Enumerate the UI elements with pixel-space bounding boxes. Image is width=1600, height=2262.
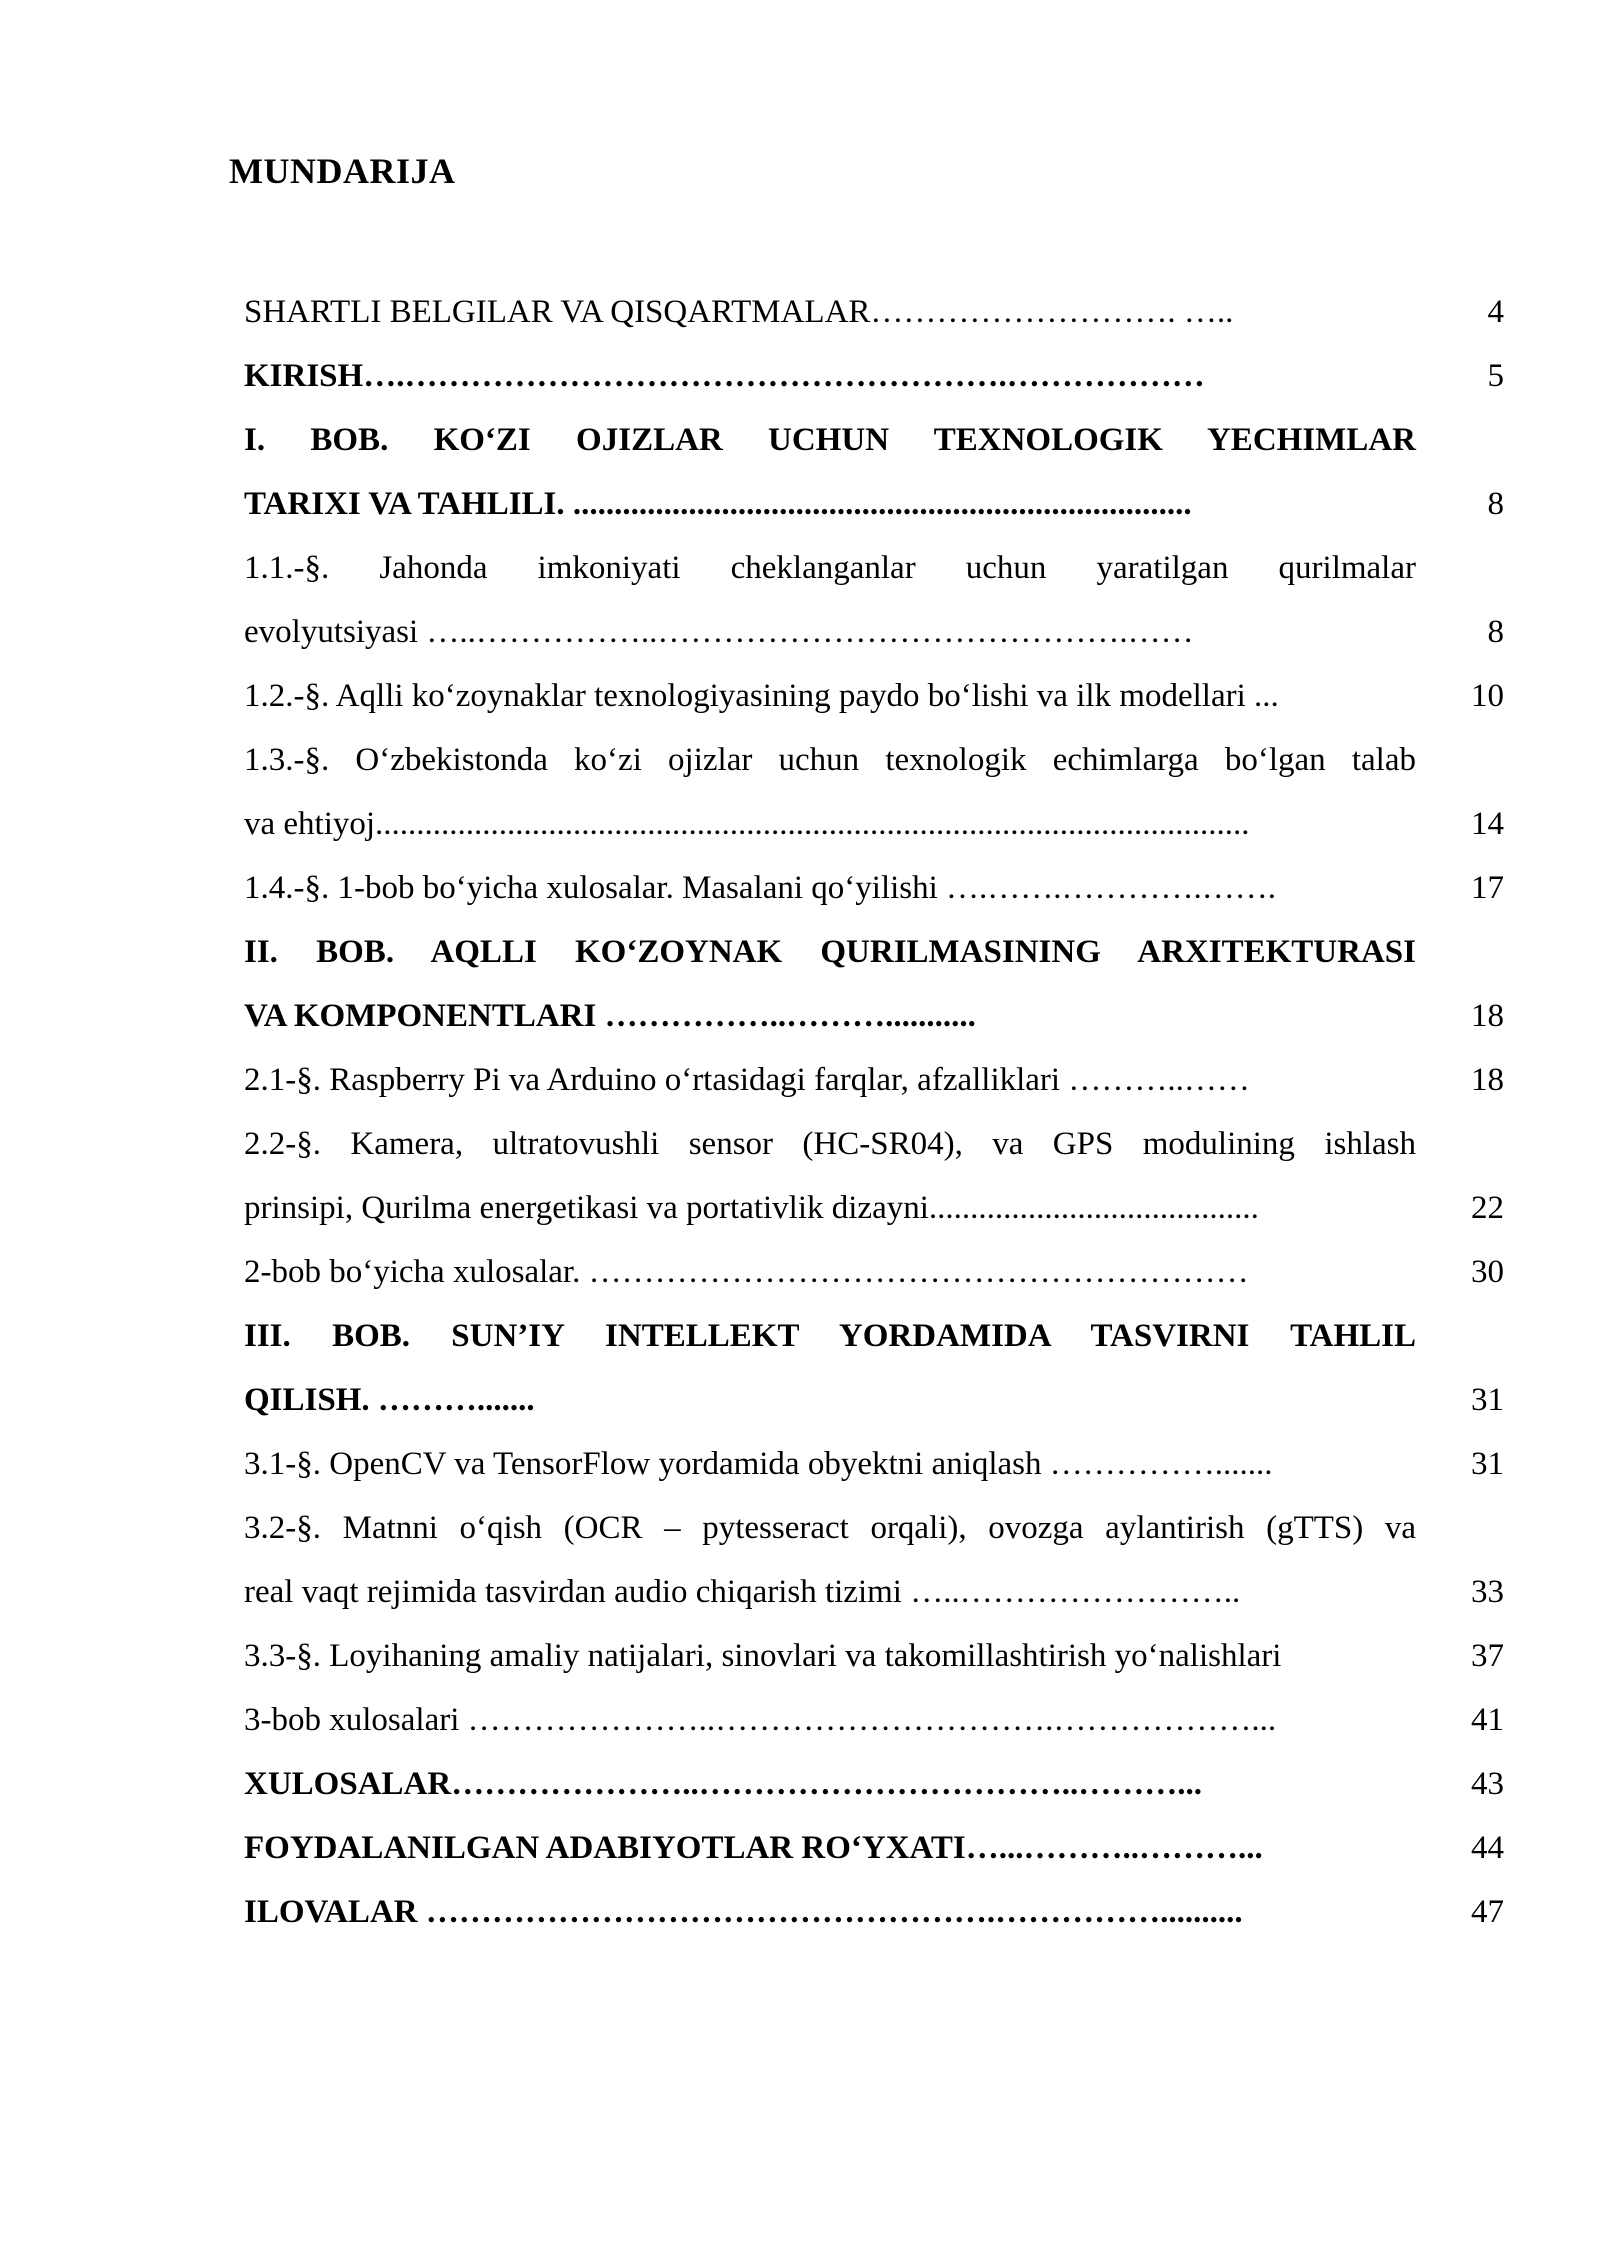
toc-page-number: 43 [1471,1766,1504,1802]
toc-entry-text: 2.2-§. Kamera, ultratovushli sensor (HC-SR04), va GPS modulining ishlash [244,1126,1416,1162]
toc-row [244,1304,1504,1368]
toc-row [244,1368,1504,1432]
toc-entry-text: 1.2.-§. Aqlli ko‘zoynaklar texnologiyasining paydo bo‘lishi va ilk modellari ... [244,678,1279,714]
toc-page-number: 17 [1471,870,1504,906]
toc-entry-text: va ehtiyoj.......................................................................................................... [244,806,1250,842]
toc-page-number: 30 [1471,1254,1504,1290]
toc-entry-text: ILOVALAR …………………………………………….…………….......... [244,1894,1243,1930]
toc-row [244,1560,1504,1624]
toc-entry-text: 1.4.-§. 1-bob bo‘yicha xulosalar. Masalani qo‘yilishi ….…….………….……. [244,870,1277,906]
toc-row [244,984,1504,1048]
toc-page-number: 10 [1471,678,1504,714]
toc-page-number: 5 [1487,358,1504,394]
toc-row [244,856,1504,920]
toc-row [244,1752,1504,1816]
toc-row [244,1688,1504,1752]
toc-page-number: 31 [1471,1446,1504,1482]
toc-entry-text: II. BOB. AQLLI KO‘ZOYNAK QURILMASINING ARXITEKTURASI [244,934,1416,970]
toc-row [244,1496,1504,1560]
toc-entry-text: 2-bob bo‘yicha xulosalar. …………………………………………………… [244,1254,1249,1290]
toc-entry-text: SHARTLI BELGILAR VA QISQARTMALAR………………………. ….. [244,294,1234,330]
toc-page-number: 8 [1487,486,1504,522]
toc-row [244,472,1504,536]
toc-entry-text: FOYDALANILGAN ADABIYOTLAR RO‘YXATI…...………..………... [244,1830,1263,1866]
toc-entry-text: VA KOMPONENTLARI ……………..………........... [244,998,976,1034]
toc-row [244,664,1504,728]
toc-row [244,920,1504,984]
toc-entry-text: 3-bob xulosalari …………………..………………………….………………... [244,1702,1277,1738]
toc-entry-text: real vaqt rejimida tasvirdan audio chiqarish tizimi …..…………………….. [244,1574,1241,1610]
toc-entry-text: 2.1-§. Raspberry Pi va Arduino o‘rtasidagi farqlar, afzalliklari ………..…… [244,1062,1250,1098]
toc-page-number: 8 [1487,614,1504,650]
toc-page-number: 47 [1471,1894,1504,1930]
toc-page-number: 41 [1471,1702,1504,1738]
toc-row [244,1432,1504,1496]
toc-row [244,600,1504,664]
toc-entry-text: 1.3.-§. O‘zbekistonda ko‘zi ojizlar uchun texnologik echimlarga bo‘lgan talab [244,742,1416,778]
toc-entry-text: 3.2-§. Matnni o‘qish (OCR – pytesseract orqali), ovozga aylantirish (gTTS) va [244,1510,1416,1546]
toc-row [244,1048,1504,1112]
toc-page-number: 4 [1487,294,1504,330]
toc-page-number: 18 [1471,998,1504,1034]
toc-entry-text: QILISH. ………....... [244,1382,535,1418]
toc-page-number: 22 [1471,1190,1504,1226]
toc-entry-text: 3.1-§. OpenCV va TensorFlow yordamida obyektni aniqlash ……………....... [244,1446,1273,1482]
toc-row [244,728,1504,792]
toc-entry-text: TARIXI VA TAHLILI. ........................................................................... [244,486,1192,522]
toc-row [244,280,1504,344]
toc-page-number: 33 [1471,1574,1504,1610]
toc-row [244,1112,1504,1176]
toc-page-number: 44 [1471,1830,1504,1866]
toc-entry-text: 1.1.-§. Jahonda imkoniyati cheklanganlar uchun yaratilgan qurilmalar [244,550,1416,586]
toc-entry-text: 3.3-§. Loyihaning amaliy natijalari, sinovlari va takomillashtirish yo‘nalishlari [244,1638,1282,1674]
toc-row [244,536,1504,600]
toc-row [244,408,1504,472]
toc-row [244,1816,1504,1880]
toc-page-number: 18 [1471,1062,1504,1098]
toc-entry-text: prinsipi, Qurilma energetikasi va portativlik dizayni........................................ [244,1190,1259,1226]
table-of-contents [244,280,1504,1944]
toc-entry-text: I. BOB. KO‘ZI OJIZLAR UCHUN TEXNOLOGIK YECHIMLAR [244,422,1416,458]
page-title: MUNDARIJA [229,151,456,191]
toc-row [244,1240,1504,1304]
toc-row [244,1176,1504,1240]
toc-entry-text: KIRISH….……………………………………………….……………… [244,358,1205,394]
toc-entry-text: III. BOB. SUN’IY INTELLEKT YORDAMIDA TASVIRNI TAHLIL [244,1318,1416,1354]
toc-row [244,1880,1504,1944]
toc-row [244,344,1504,408]
toc-page-number: 31 [1471,1382,1504,1418]
toc-page-number: 37 [1471,1638,1504,1674]
toc-page-number: 14 [1471,806,1504,842]
toc-row [244,792,1504,856]
toc-entry-text: evolyutsiyasi …..……………..…………………………………….…… [244,614,1194,650]
toc-row [244,1624,1504,1688]
toc-entry-text: XULOSALAR…………………..……………………………..………... [244,1766,1202,1802]
